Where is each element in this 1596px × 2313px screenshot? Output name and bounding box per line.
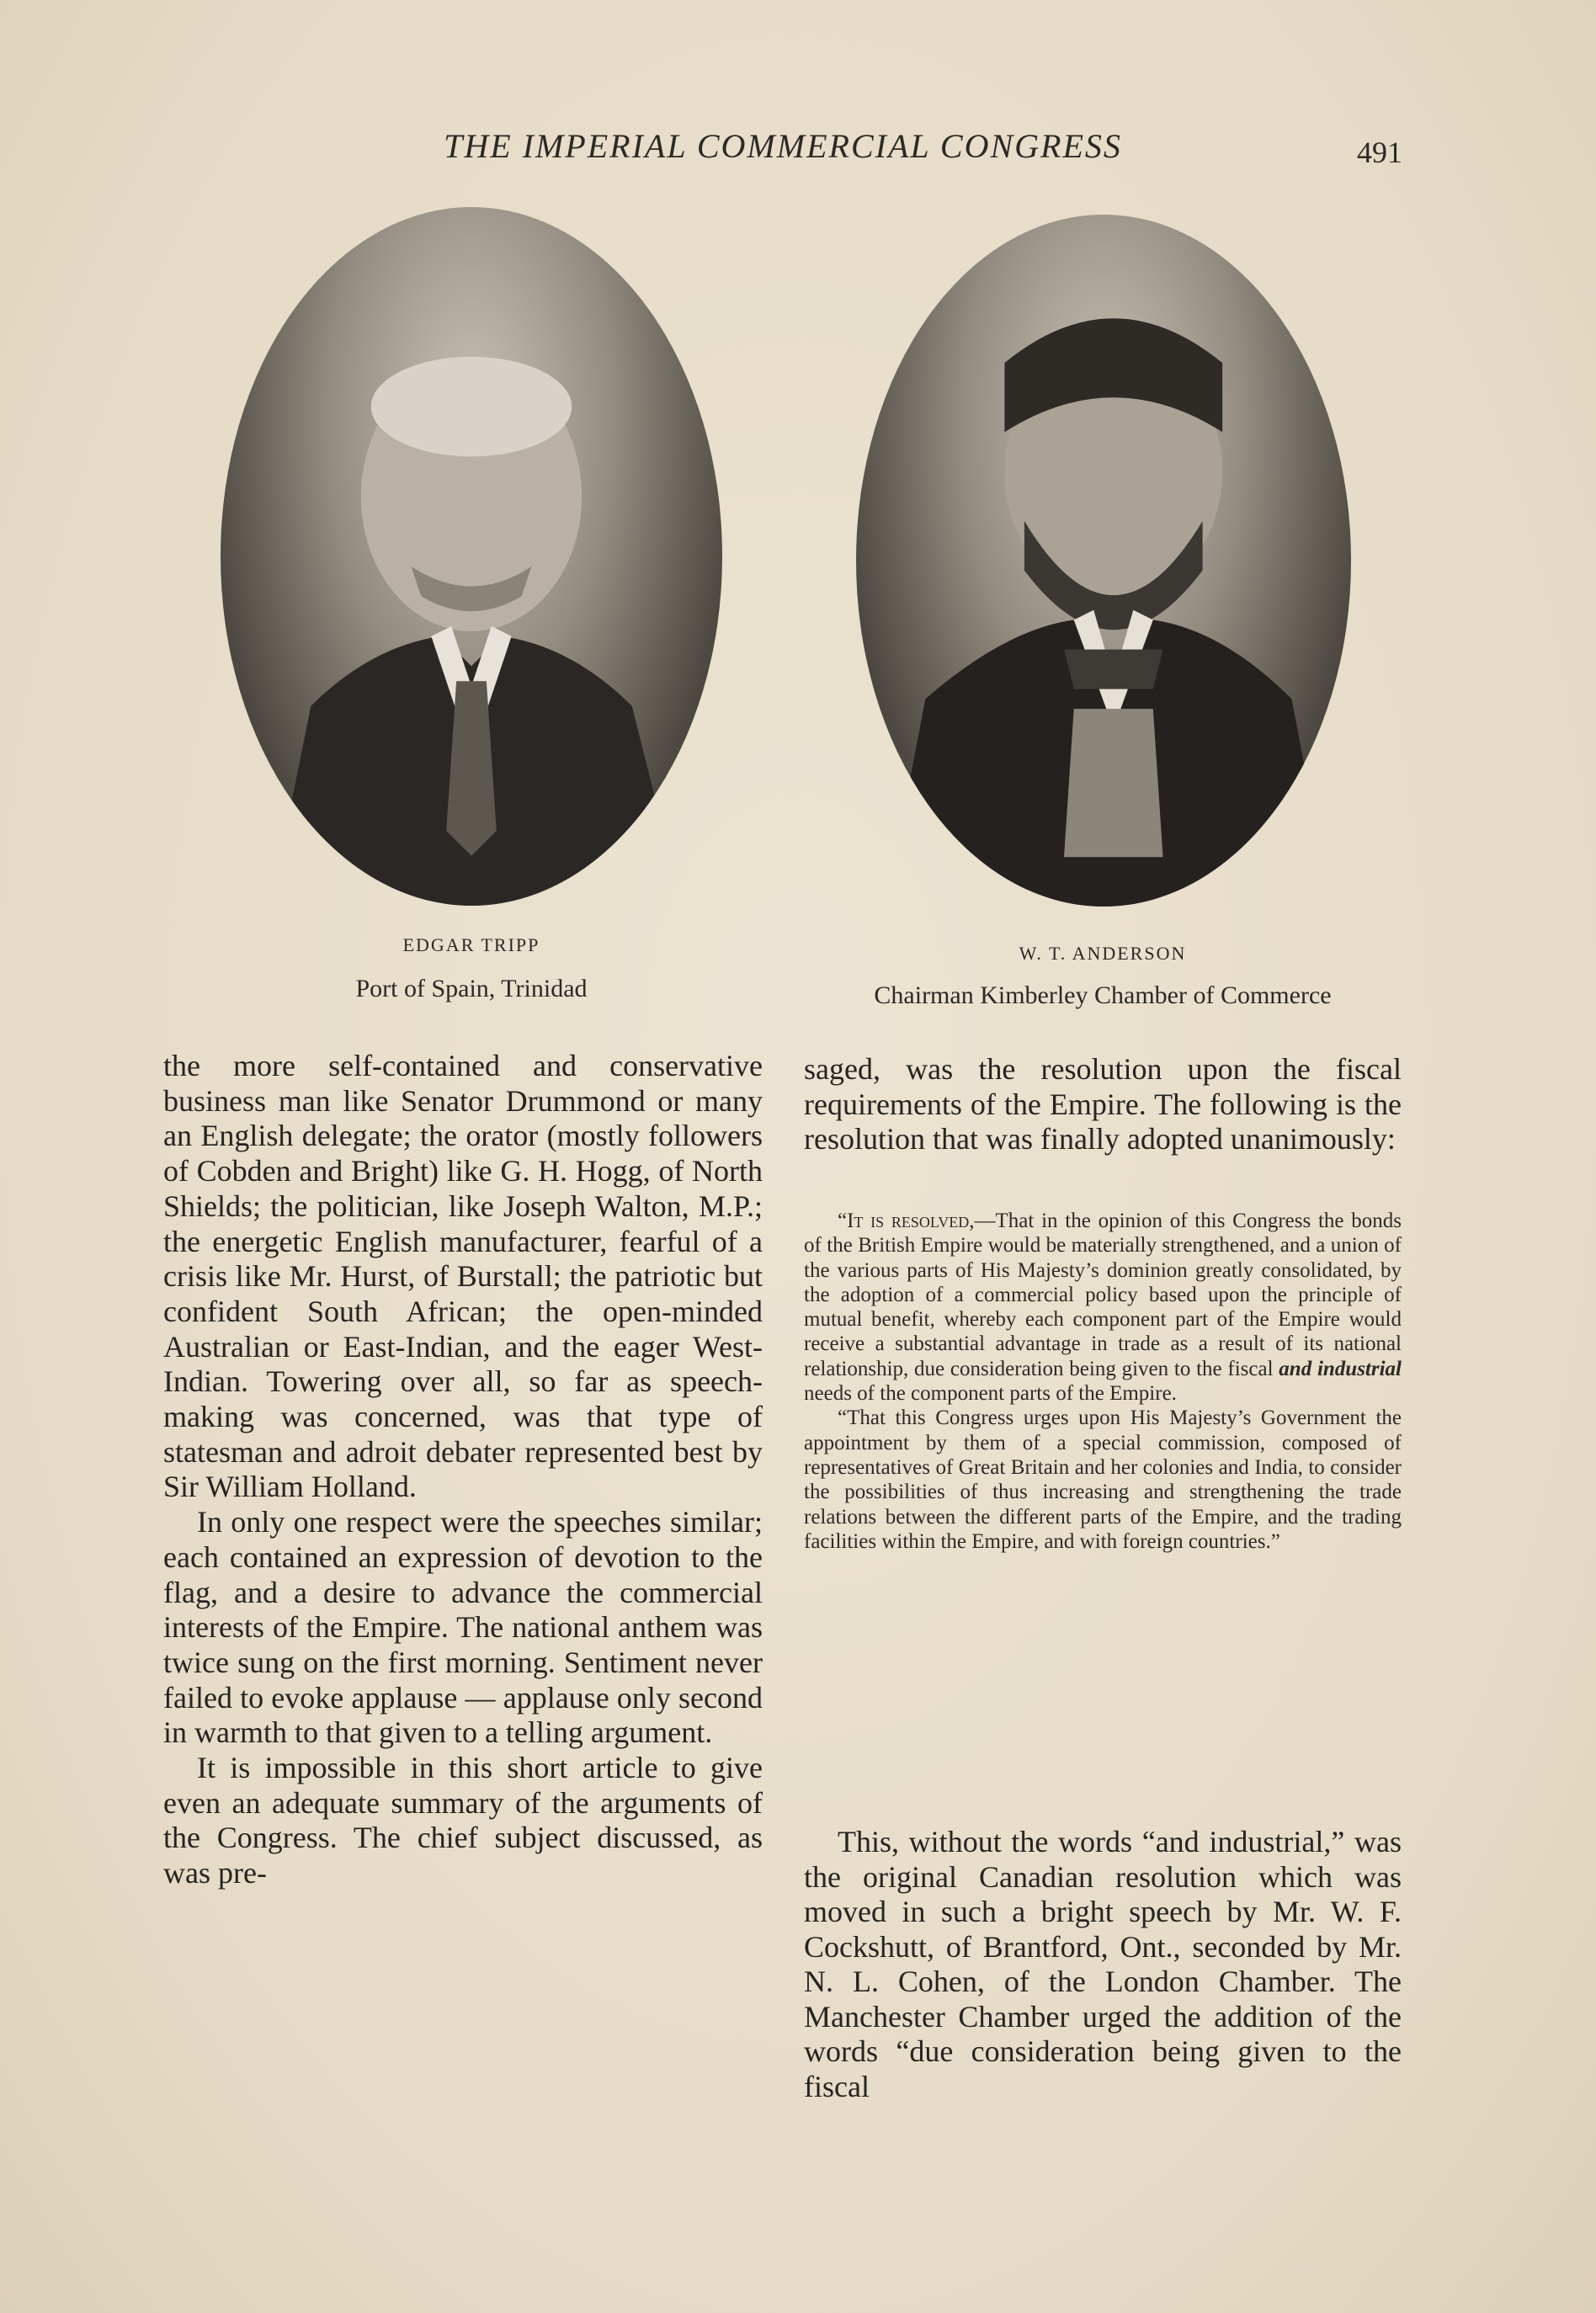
caption-name-1: EDGAR TRIPP <box>402 934 540 955</box>
page-number: 491 <box>1357 136 1402 169</box>
left-paragraph-3: It is impossible in this short article to give even an adequate summary of the arguments of the Congress. The chief subject discussed, as was pre- <box>163 1751 763 1890</box>
right-column-intro <box>804 1052 1402 1157</box>
caption-name-2: W. T. ANDERSON <box>1019 943 1187 964</box>
resolution-paragraph-1 <box>804 1209 1402 1406</box>
left-column <box>163 1049 763 1891</box>
right-paragraph-1: saged, was the resolution upon the fiscal requirements of the Empire. The following is the resolution that was finally adopted unanimously: <box>804 1052 1402 1156</box>
resolution-emphasis: and industrial <box>1279 1357 1402 1380</box>
right-paragraph-2: This, without the words “and industrial,” was the original Canadian resolution which was moved in such a bright speech by Mr. W. F. Cockshutt, of Brantford, Ont., seconded by Mr. N. L. Cohen, of the London Chamber. The Manchester Chamber urged the addition of the words “due consideration being given to the fiscal <box>804 1825 1402 2103</box>
portrait-edgar-tripp <box>221 207 722 906</box>
running-header: THE IMPERIAL COMMERCIAL CONGRESS <box>444 127 1122 165</box>
caption-subtitle-2: Chairman Kimberley Chamber of Commerce <box>874 981 1332 1009</box>
resolution-text-a: —That in the opinion of this Congress the bonds of the British Empire would be materially strengthened, and a union of the various parts of His Majesty’s dominion greatly consolidated, by the adoption of a commercial policy based upon the principle of mutual benefit, whereby each component part of the Empire would receive a substantial advantage in trade as a result of its national relationship, due consideration being given to the fiscal <box>804 1210 1402 1380</box>
caption-subtitle-1: Port of Spain, Trinidad <box>355 975 588 1002</box>
resolution-text-b: needs of the component parts of the Empire. <box>804 1382 1177 1406</box>
portrait-w-t-anderson <box>856 215 1351 907</box>
right-column-continuation <box>804 1825 1402 2104</box>
resolution-paragraph-2: “That this Congress urges upon His Majesty’s Government the appointment by them of a special commission, composed of representatives of Great Britain and her colonies and India, to consider the possibilities of thus increasing and strengthening the trade relations between the different parts of the Empire, and the trading facilities within the Empire, and with foreign countries.” <box>804 1406 1402 1553</box>
resolution-lead: “It is resolved, <box>838 1210 975 1232</box>
left-paragraph-1: the more self-contained and conservative business man like Senator Drummond or many an English delegate; the orator (mostly followers of Cobden and Bright) like G. H. Hogg, of North Shields; the politician, like Joseph Walton, M.P.; the energetic English manufacturer, fearful of a crisis like Mr. Hurst, of Burstall; the patriotic but confident South African; the open-minded Australian or East-Indian, and the eager West-Indian. Towering over all, so far as speech-making was concerned, was that type of statesman and adroit debater represented best by Sir William Holland. <box>163 1049 763 1504</box>
left-paragraph-2: In only one respect were the speeches similar; each contained an expression of devotion to the flag, and a desire to advance the commercial interests of the Empire. The national anthem was twice sung on the first morning. Sentiment never failed to evoke applause — applause only second in warmth to that given to a telling argument. <box>163 1505 763 1750</box>
resolution-quote <box>804 1209 1402 1554</box>
